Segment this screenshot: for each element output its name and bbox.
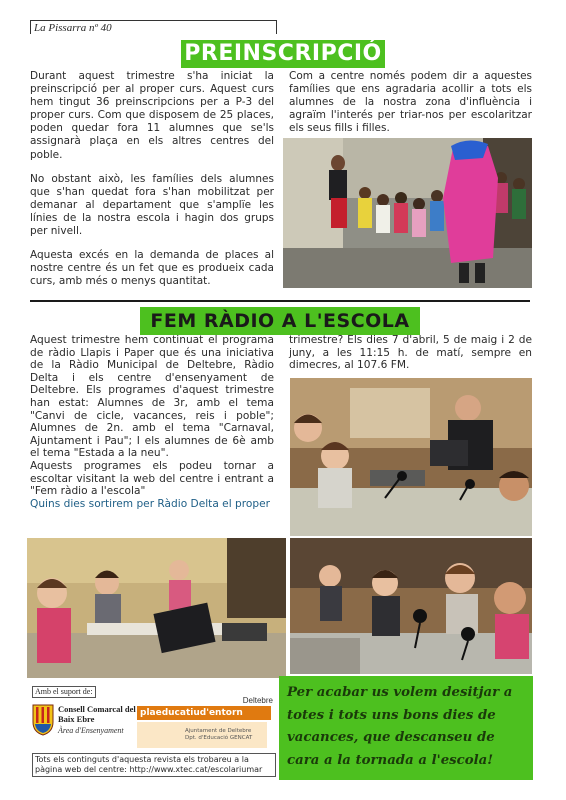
section-divider xyxy=(30,300,530,302)
kids-desk-photo xyxy=(27,538,286,678)
support-label: Amb el suport de: xyxy=(32,686,96,698)
children-parade-photo xyxy=(283,138,532,288)
consell-name: Consell Comarcal del Baix Ebre xyxy=(58,704,136,724)
section-title-preinscripcio: PREINSCRIPCIÓ xyxy=(181,40,385,68)
radio-left-column xyxy=(30,334,274,510)
preinscripcio-right-column xyxy=(289,70,532,146)
preinscripcio-paragraph: Durant aquest trimestre s'ha iniciat la preinscripció per al proper curs. Aquest curs hem tingut 36 preinscripcions per a P-3 del proper curs. Com que disposem de 25 places, poden quedar fora 11 alumnes que se'ls assignarà plaça en els altres centres del poble. xyxy=(30,70,274,161)
pla-sub-2: Dpt. d'Educació GENCAT xyxy=(185,735,253,741)
section-title-fem-radio: FEM RÀDIO A L'ESCOLA xyxy=(140,307,420,335)
pla-sub-1: Ajuntament de Deltebre xyxy=(185,728,252,734)
radio-paragraph: Aquests programes els podeu tornar a escoltar visitant la web del centre i entrant a "Fem ràdio a l'escola" xyxy=(30,459,274,498)
preinscripcio-left-column xyxy=(30,70,274,299)
website-note: Tots els continguts d'aquesta revista els trobareu a la pàgina web del centre: http://www.xtec.cat/escolariumar xyxy=(32,753,276,777)
closing-message: Per acabar us volem desitjar a totes i tots uns bons dies de vacances, que descanseu de cara a la tornada a l'escola! xyxy=(279,676,533,780)
pla-educatiu-logo xyxy=(137,696,273,750)
preinscripcio-paragraph: Aquesta excés en la demanda de places al nostre centre és un fet que es produeix cada curs, amb més o menys quantitat. xyxy=(30,249,274,288)
radio-right-column xyxy=(289,334,532,372)
preinscripcio-paragraph: No obstant això, les famílies dels alumnes que s'han quedat fora s'han mobilitzat per demanar al departament que s'amplïe les línies de la nostra escola i hagin dos grups per nivell. xyxy=(30,172,274,238)
radio-paragraph: trimestre? Els dies 7 d'abril, 5 de maig i 2 de juny, a les 11:15 h. de matí, sempre en dimecres, al 107.6 FM. xyxy=(289,334,532,372)
radio-paragraph: Aquest trimestre hem continuat el programa de ràdio Llapis i Paper que és una iniciativa de la Ràdio Municipal de Deltebre, Ràdio Delta i els centre d'ensenyament de Deltebre. Els programes d'aquest trimestre han estat: Alumnes de 3r, amb el tema "Canvi de cicle, vacances, reis i poble"; Alumnes de 2n. amb el tema "Carnaval, Ajuntament i Pau"; I els alumnes de 6è amb el tema "Estada a la neu". xyxy=(30,334,274,460)
deltebre-label: Deltebre xyxy=(242,696,273,705)
consell-area: Àrea d'Ensenyament xyxy=(58,726,124,735)
radio-studio-photo xyxy=(290,378,532,536)
preinscripcio-paragraph: Com a centre només podem dir a aquestes famílies que ens agradaria acollir a tots els alumnes de la nostra zona d'influència i agraïm l'interés per triar-nos per escolaritzar els seus fills i filles. xyxy=(289,70,532,135)
coat-of-arms-icon xyxy=(32,704,54,736)
issue-label: La Pissarra nº 40 xyxy=(30,20,277,34)
consell-comarcal-logo xyxy=(32,698,142,750)
pla-educatiu-brand: plaeducatiud'entorn xyxy=(137,706,271,720)
kids-microphones-photo xyxy=(290,538,532,674)
radio-paragraph: Quins dies sortirem per Ràdio Delta el proper xyxy=(30,497,270,510)
